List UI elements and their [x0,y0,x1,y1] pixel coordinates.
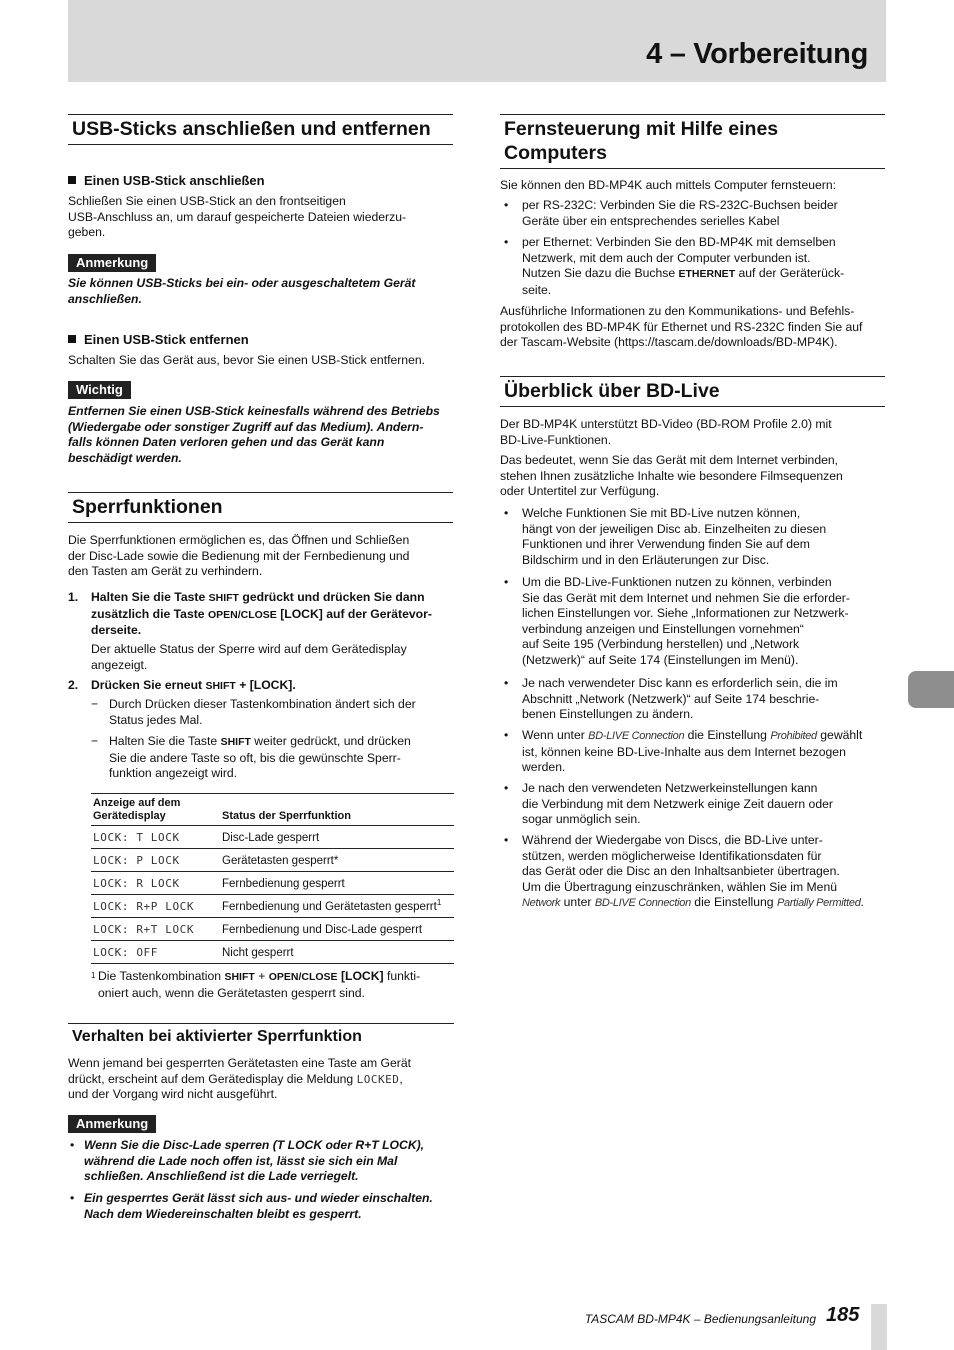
important-usb: Entfernen Sie einen USB-Stick keinesfalls während des Betriebs (Wiedergabe oder sonstiger Zugriff auf das Medium). Andern- falls können Daten verloren gehen und das Gerät kann beschädigt werden. [68,404,440,465]
bullet-icon: • [504,506,509,520]
chapter-title: 4 – Vorbereitung [646,38,868,70]
table-footnote: Die Tastenkombination SHIFT + OPEN/CLOSE [LOCK] funkti- oniert auch, wenn die Gerätetasten gesperrt sind. [98,969,421,1000]
table-row [91,941,454,964]
footer-manual-title: TASCAM BD-MP4K – Bedienungsanleitung [584,1312,816,1326]
paragraph-bdlive-1: Der BD-MP4K unterstützt BD-Video (BD-ROM Profile 2.0) mit BD-Live-Funktionen. [500,417,832,447]
bullet-icon: • [504,728,509,742]
note-usb: Sie können USB-Sticks bei ein- oder ausgeschaltetem Gerät anschließen. [68,276,416,306]
paragraph-bdlive-2: Das bedeutet, wenn Sie das Gerät mit dem Internet verbinden, stehen Ihnen zusätzliche Inhalte wie besondere Filmsequenzen oder Untertitel zur Verfügung. [500,453,843,499]
section-heading-remote: Fernsteuerung mit Hilfe eines Computers [500,114,885,169]
step-2-detail-2: Halten Sie die Taste SHIFT weiter gedrückt, und drücken Sie die andere Taste so oft, bis die gewünschte Sperr- funktion angezeigt wird. [109,734,411,781]
square-bullet-icon [68,176,76,184]
status-cell: Fernbedienung gesperrt [220,872,454,895]
table-row [91,849,454,872]
display-cell: LOCK: R LOCK [91,872,220,895]
bdlive-bullet-5: Je nach den verwendeten Netzwerkeinstellungen kann die Verbindung mit dem Netzwerk einige Zeit dauern oder sogar unmöglich sein. [522,781,833,827]
square-bullet-icon [68,335,76,343]
chapter-header [68,0,886,82]
note-behavior-2: Ein gesperrtes Gerät lässt sich aus- und wieder einschalten. Nach dem Wiedereinschalten bleibt es gesperrt. [84,1191,433,1221]
paragraph-behavior: Wenn jemand bei gesperrten Gerätetasten eine Taste am Gerät drückt, erscheint auf dem Gerätedisplay die Meldung LOCKED, und der Vorgang wird nicht ausgeführt. [68,1056,412,1102]
step-2-number: 2. [68,678,79,692]
note-tag: Anmerkung [68,254,156,272]
status-cell: Gerätetasten gesperrt* [220,849,454,872]
dash-icon: − [91,734,99,748]
step-2: Drücken Sie erneut SHIFT + [LOCK]. [91,678,296,692]
paragraph-connect: Schließen Sie einen USB-Stick an den frontseitigen USB-Anschluss an, um darauf gespeicherte Dateien wiederzu- geben. [68,194,407,240]
bdlive-bullet-3: Je nach verwendeter Disc kann es erforderlich sein, die im Abschnitt „Network (Netzwerk)“ auf Seite 174 beschrie- benen Einstellungen zu ändern. [522,676,838,722]
paragraph-remove: Schalten Sie das Gerät aus, bevor Sie einen USB-Stick entfernen. [68,353,426,367]
bullet-icon: • [504,833,509,847]
table-row [91,895,454,918]
page-number: 185 [826,1304,860,1326]
paragraph-lock-intro: Die Sperrfunktionen ermöglichen es, das Öffnen und Schließen der Disc-Lade sowie die Bedienung mit der Fernbedienung und den Tasten am Gerät zu verhindern. [68,533,410,579]
table-header-status: Status der Sperrfunktion [220,794,454,826]
section-heading-behavior: Verhalten bei aktivierter Sperrfunktion [68,1023,454,1050]
footnote-number: 1 [91,971,96,980]
section-heading-bdlive: Überblick über BD-Live [500,376,885,407]
status-cell: Nicht gesperrt [220,941,454,964]
display-cell: LOCK: R+T LOCK [91,918,220,941]
bullet-icon: • [504,781,509,795]
table-header-display: Anzeige auf dem Gerätedisplay [91,794,220,826]
step-1-result: Der aktuelle Status der Sperre wird auf dem Gerätedisplay angezeigt. [91,642,407,672]
chapter-side-tab [908,671,954,708]
remote-bullet-rs232c: per RS-232C: Verbinden Sie die RS-232C-Buchsen beider Geräte über ein entsprechendes serielles Kabel [522,198,838,228]
bullet-icon: • [504,198,509,212]
step-2-detail-1: Durch Drücken dieser Tastenkombination ändert sich der Status jedes Mal. [109,697,416,727]
display-cell: LOCK: R+P LOCK [91,895,220,918]
subheading-connect: Einen USB-Stick anschließen [68,173,265,189]
footnote-ref: 1 [436,897,442,907]
subheading-remove: Einen USB-Stick entfernen [68,332,249,348]
table-row [91,826,454,849]
bdlive-bullet-6: Während der Wiedergabe von Discs, die BD-Live unter- stützen, werden möglicherweise Identifikationsdaten für das Gerät oder die Disc an den Inhaltsanbieter übertragen. Um die Übertragung einzuschränken, wählen Sie im Menü Network unter BD-LIVE Connection die Einstellung Partially Permitted. [522,833,864,910]
dash-icon: − [91,697,99,711]
section-heading-usb: USB-Sticks anschließen und entfernen [68,114,453,145]
step-1-number: 1. [68,590,79,604]
display-cell: LOCK: T LOCK [91,826,220,849]
table-row [91,872,454,895]
remote-bullet-ethernet: per Ethernet: Verbinden Sie den BD-MP4K mit demselben Netzwerk, mit dem auch der Computer verbunden ist. Nutzen Sie dazu die Buchse ETHERNET auf der Geräterück- seite. [522,235,845,297]
display-cell: LOCK: P LOCK [91,849,220,872]
bdlive-bullet-1: Welche Funktionen Sie mit BD-Live nutzen können, hängt von der jeweiligen Disc ab. Einzelheiten zu diesen Funktionen und ihrer Verwendung finden Sie auf dem Bildschirm und in den Erläuterungen zur Disc. [522,506,827,567]
display-cell: LOCK: OFF [91,941,220,964]
bdlive-bullet-4: Wenn unter BD-LIVE Connection die Einstellung Prohibited gewählt ist, können keine BD-Live-Inhalte aus dem Internet bezogen werden. [522,728,863,775]
lock-status-table [91,793,454,964]
important-tag: Wichtig [68,381,131,399]
section-heading-lock: Sperrfunktionen [68,492,453,523]
table-header-row [91,794,454,826]
bdlive-bullet-2: Um die BD-Live-Funktionen nutzen zu können, verbinden Sie das Gerät mit dem Internet und nehmen Sie die erforder- lichen Einstellungen vor. Siehe „Informationen zur Netzwerk- verbindung anzeigen und Einstellungen vornehmen“ auf Seite 195 (Verbindung herstellen) und „Network (Netzwerk)“ auf Seite 174 (Einstellungen im Menü). [522,575,850,667]
paragraph-remote-info: Ausführliche Informationen zu den Kommunikations- und Befehls- protokollen des BD-MP4K für Ethernet und RS-232C finden Sie auf der Tascam-Website (https://tascam.de/downloads/BD-MP4K). [500,304,863,350]
status-cell: Fernbedienung und Gerätetasten gesperrt$^1$ [220,895,454,918]
note-behavior-1: Wenn Sie die Disc-Lade sperren (T LOCK oder R+T LOCK), während die Lade noch offen ist, lässt sie sich ein Mal schließen. Anschließend ist die Lade verriegelt. [84,1138,425,1184]
bullet-icon: • [504,575,509,589]
bullet-icon: • [70,1138,75,1152]
footer-tab [871,1304,887,1350]
status-cell: Fernbedienung und Disc-Lade gesperrt [220,918,454,941]
bullet-icon: • [70,1191,75,1205]
step-1: Halten Sie die Taste SHIFT gedrückt und drücken Sie dann zusätzlich die Taste OPEN/CLOSE [LOCK] auf der Gerätevor- derseite. [91,590,432,638]
bullet-icon: • [504,235,509,249]
table-row [91,918,454,941]
paragraph-remote-intro: Sie können den BD-MP4K auch mittels Computer fernsteuern: [500,178,837,192]
status-cell: Disc-Lade gesperrt [220,826,454,849]
note-tag: Anmerkung [68,1115,156,1133]
bullet-icon: • [504,676,509,690]
